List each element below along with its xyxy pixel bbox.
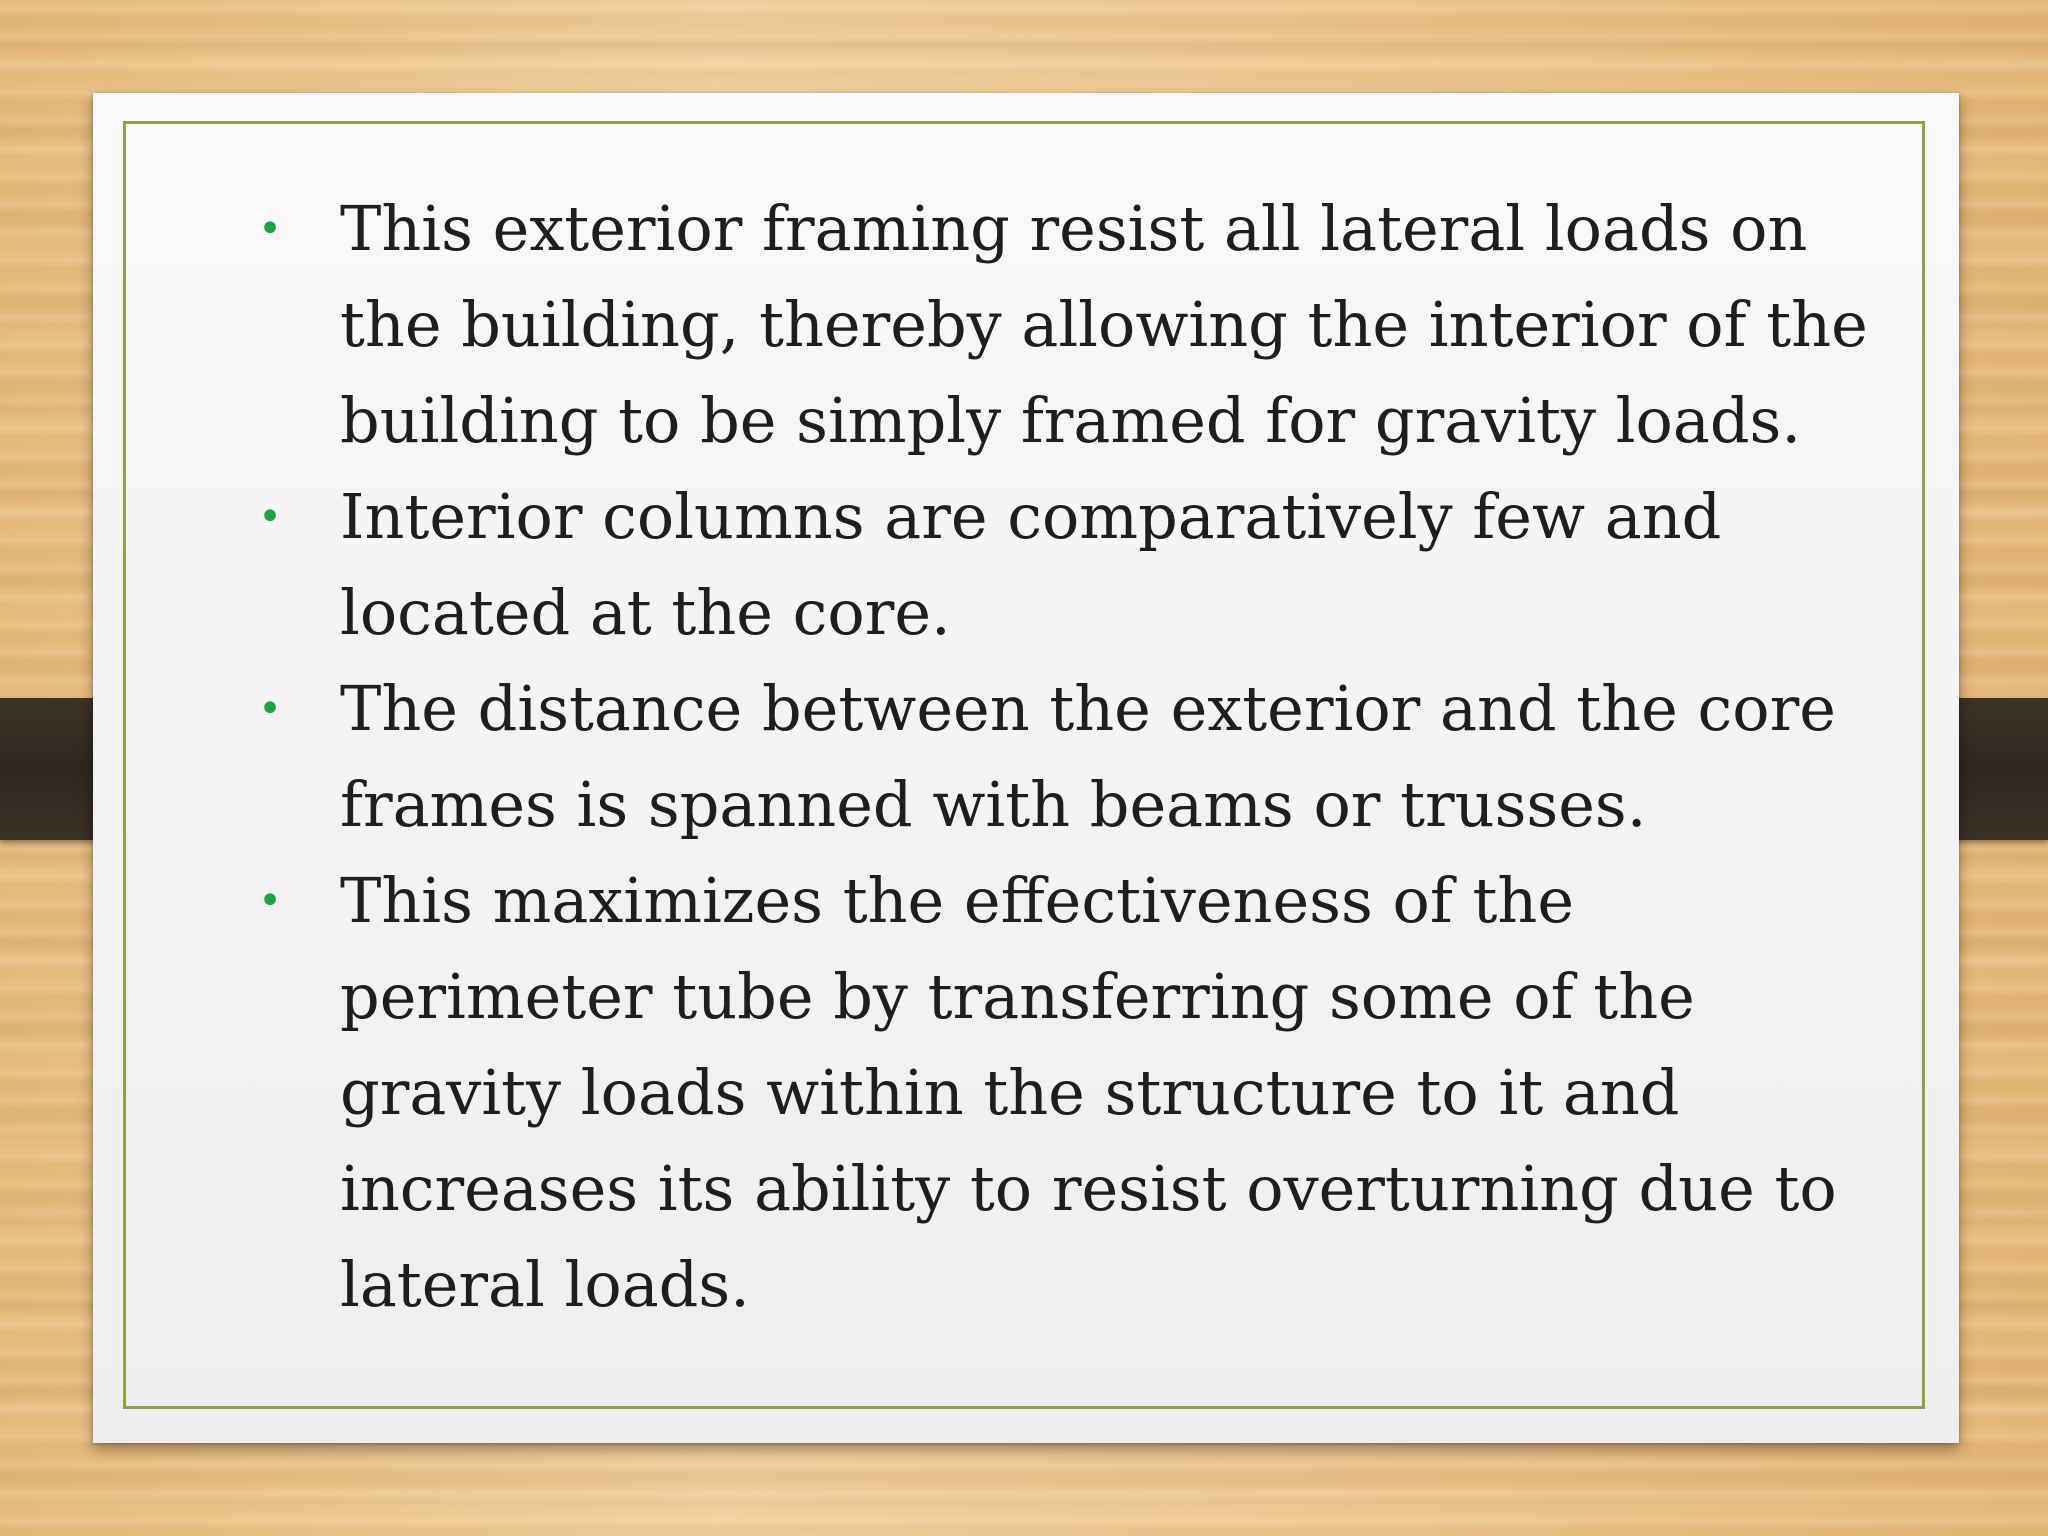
bullet-text: This maximizes the effectiveness of the perimeter tube by transferring some of the gravity loads within the structure to it and increases its ability to resist overturning due to lateral loads.	[340, 864, 1837, 1321]
bullet-item	[258, 469, 1900, 661]
bullet-text: This exterior framing resist all lateral loads on the building, thereby allowing the interior of the building to be simply framed for gravity loads.	[340, 192, 1868, 457]
bullet-item	[258, 181, 1900, 469]
bullet-text: Interior columns are comparatively few and located at the core.	[340, 480, 1722, 649]
bullet-dot-icon: •	[258, 206, 282, 252]
bullet-dot-icon: •	[258, 494, 282, 540]
bullet-text: The distance between the exterior and the core frames is spanned with beams or trusses.	[340, 672, 1836, 841]
slide-card	[93, 93, 1959, 1443]
bullet-item	[258, 853, 1900, 1333]
bullet-list	[258, 181, 1900, 1333]
bullet-dot-icon: •	[258, 686, 282, 732]
bullet-item	[258, 661, 1900, 853]
slide-content	[93, 93, 1959, 1443]
bullet-dot-icon: •	[258, 878, 282, 924]
